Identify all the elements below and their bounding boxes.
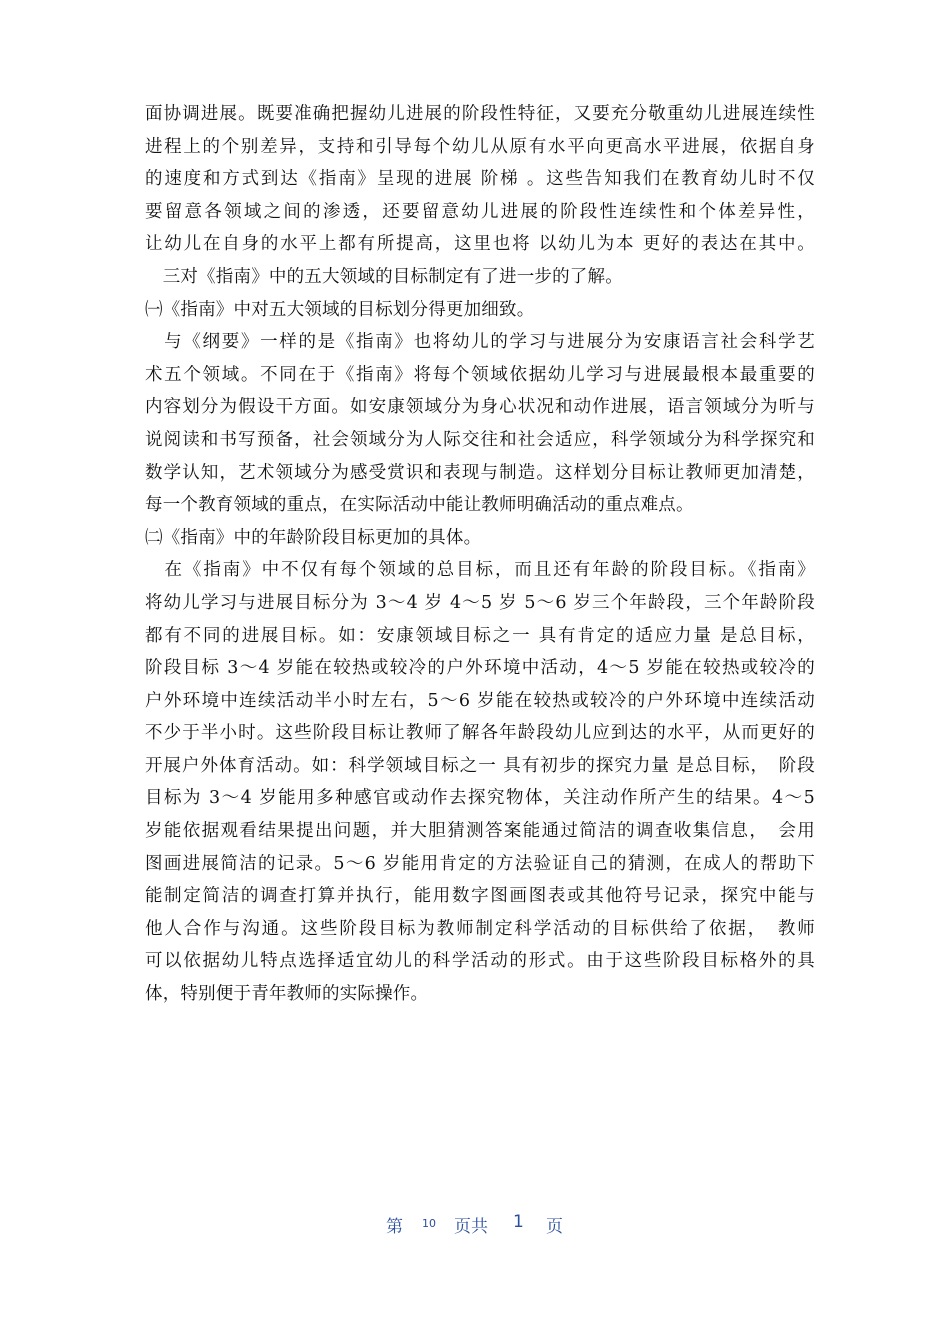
text-line: 在《指南》中不仅有每个领域的总目标，而且还有年龄的阶段目标。《指南》: [145, 560, 815, 581]
text-line: 目标为 3～4 岁能用多种感官或动作去探究物体，关注动作所产生的结果。4～5: [145, 788, 815, 809]
page-footer: [0, 1208, 950, 1238]
text-line: 的速度和方式到达《指南》呈现的进展 阶梯 。这些告知我们在教育幼儿时不仅: [145, 169, 815, 190]
text-line: 能制定简洁的调查打算并执行，能用数字图画图表或其他符号记录，探究中能与: [145, 886, 815, 907]
text-line: 与《纲要》一样的是《指南》也将幼儿的学习与进展分为安康语言社会科学艺: [145, 332, 815, 353]
text-line: 术五个领域。不同在于《指南》将每个领域依据幼儿学习与进展最根本最重要的: [145, 364, 815, 385]
footer-label-ye: 页: [546, 1217, 563, 1237]
text-line: 将幼儿学习与进展目标分为 3～4 岁 4～5 岁 5～6 岁三个年龄段，三个年龄阶段: [145, 592, 815, 613]
section-heading: 三对《指南》中的五大领域的目标制定有了进一步的了解。: [145, 266, 623, 287]
text-line: 都有不同的进展目标。如：安康领域目标之一 具有肯定的适应力量 是总目标，: [145, 625, 815, 646]
text-line: 要留意各领域之间的渗透，还要留意幼儿进展的阶段性连续性和个体差异性，: [145, 201, 815, 222]
text-line: 说阅读和书写预备，社会领域分为人际交往和社会适应，科学领域分为科学探究和: [145, 429, 815, 450]
footer-label-di: 第: [386, 1217, 403, 1237]
text-line: 阶段目标 3～4 岁能在较热或较冷的户外环境中活动，4～5 岁能在较热或较冷的: [145, 658, 815, 679]
subsection-heading: ㈡《指南》中的年龄阶段目标更加的具体。: [145, 527, 482, 548]
text-line: 进程上的个别差异，支持和引导每个幼儿从原有水平向更高水平进展，依据自身: [145, 136, 815, 157]
text-line: 户外环境中连续活动半小时左右，5～6 岁能在较热或较冷的户外环境中连续活动: [145, 690, 815, 711]
text-line: 让幼儿在自身的水平上都有所提高，这里也将 以幼儿为本 更好的表达在其中。: [145, 234, 815, 255]
text-line: 不少于半小时。这些阶段目标让教师了解各年龄段幼儿应到达的水平，从而更好的: [145, 723, 815, 744]
text-line: 体，特别便于青年教师的实际操作。: [145, 984, 429, 1005]
text-line: 岁能依据观看结果提出问题，并大胆猜测答案能通过简洁的调查收集信息， 会用: [145, 821, 815, 842]
text-line: 面协调进展。既要准确把握幼儿进展的阶段性特征，又要充分敬重幼儿进展连续性: [145, 104, 815, 124]
text-line: 开展户外体育活动。如：科学领域目标之一 具有初步的探究力量 是总目标， 阶段: [145, 755, 815, 776]
footer-page-number: 10: [422, 1217, 436, 1230]
text-line: 图画进展简洁的记录。5～6 岁能用肯定的方法验证自己的猜测，在成人的帮助下: [145, 853, 815, 874]
body-text: [145, 98, 815, 1011]
subsection-heading: ㈠《指南》中对五大领域的目标划分得更加细致。: [145, 299, 535, 320]
text-line: 他人合作与沟通。这些阶段目标为教师制定科学活动的目标供给了依据， 教师: [145, 918, 815, 939]
text-line: 内容划分为假设干方面。如安康领域分为身心状况和动作进展，语言领域分为听与: [145, 397, 815, 418]
footer-total-pages: 1: [513, 1212, 524, 1232]
text-line: 数学认知，艺术领域分为感受赏识和表现与制造。这样划分目标让教师更加清楚，: [145, 462, 815, 483]
text-line: 每一个教育领域的重点，在实际活动中能让教师明确活动的重点难点。: [145, 495, 694, 516]
footer-label-ye-gong: 页共: [454, 1217, 488, 1237]
text-line: 可以依据幼儿特点选择适宜幼儿的科学活动的形式。由于这些阶段目标格外的具: [145, 951, 815, 972]
